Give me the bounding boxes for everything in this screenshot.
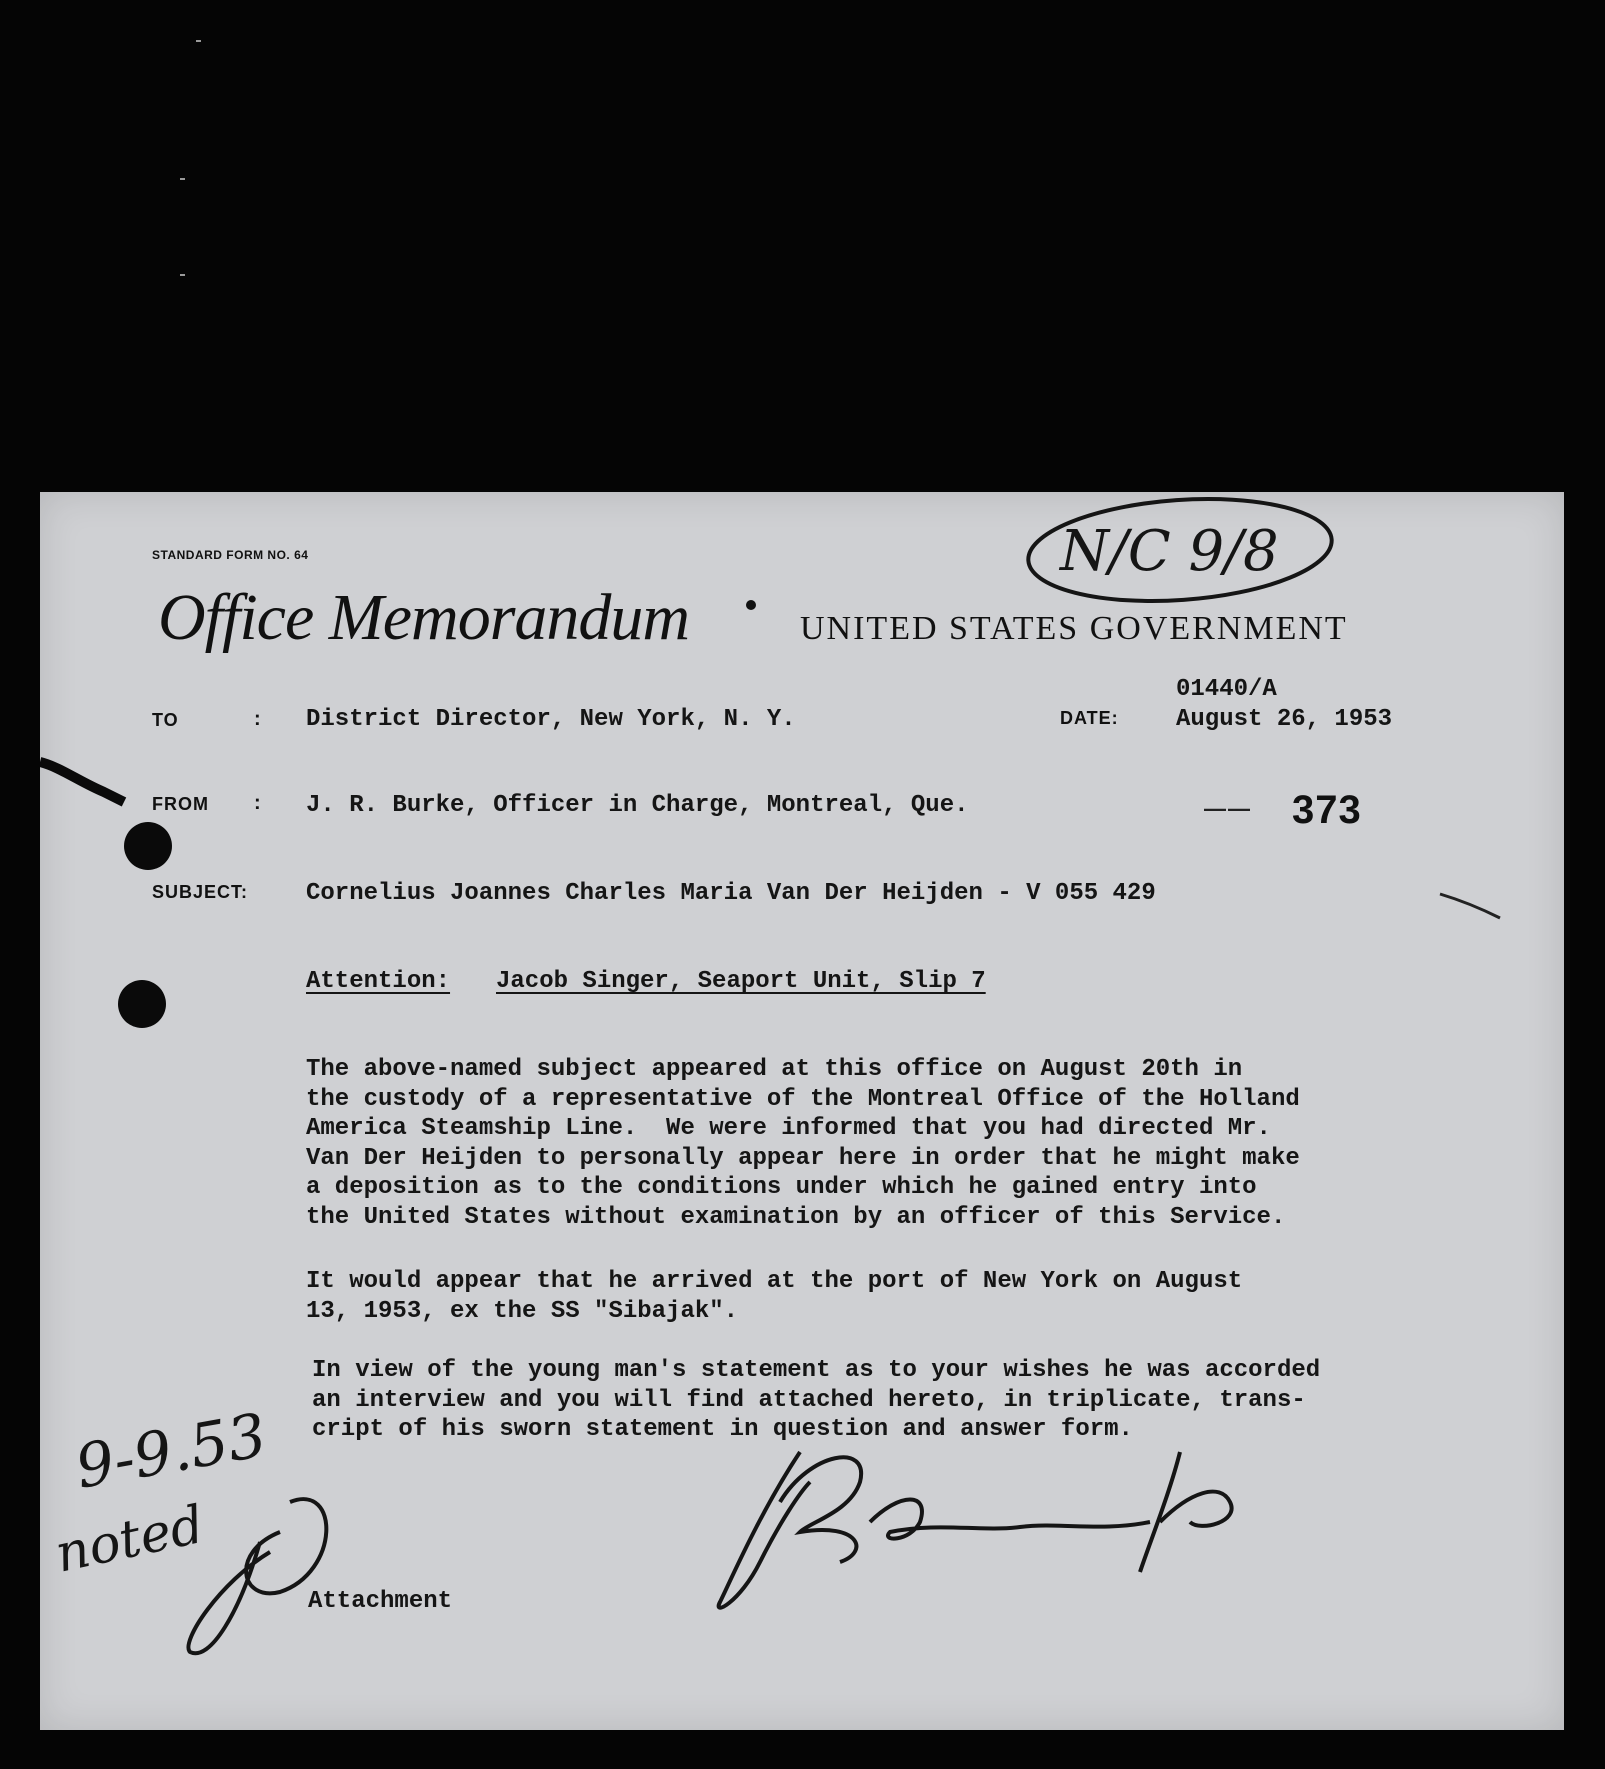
- punch-hole: [118, 980, 166, 1028]
- stamp-dash: ——: [1204, 796, 1252, 821]
- subject-label: SUBJECT:: [152, 882, 249, 902]
- subject-value: Cornelius Joannes Charles Maria Van Der Heijden - V 055 429: [306, 880, 1156, 907]
- scan-speck: [180, 178, 185, 180]
- body-paragraph-1: The above-named subject appeared at this office on August 20th in the custody of a representative of the Montreal Office of the Holland America Steamship Line. We were informed that you had directed Mr. Van Der Heijden to personally appear here in order that he might make a deposition as to the conditions under which he gained entry into the United States without examination by an officer of this Service.: [306, 1056, 1300, 1231]
- margin-date-handwriting: 9-9.53: [70, 1400, 272, 1503]
- to-label: TO: [152, 710, 179, 730]
- from-label: FROM: [152, 794, 209, 814]
- scan-speck: [180, 274, 185, 276]
- memo-page: [40, 492, 1564, 1730]
- date-label: DATE:: [1060, 708, 1119, 728]
- ink-smear: [40, 762, 124, 802]
- date-value: August 26, 1953: [1176, 706, 1393, 733]
- to-colon: :: [254, 708, 261, 730]
- from-value: J. R. Burke, Officer in Charge, Montreal, Que.: [306, 792, 969, 819]
- memo-title: Office Memorandum: [158, 581, 690, 654]
- government-heading: UNITED STATES GOVERNMENT: [800, 610, 1348, 647]
- attachment-label: Attachment: [308, 1588, 453, 1615]
- form-number: STANDARD FORM NO. 64: [152, 548, 309, 562]
- from-colon: :: [254, 792, 261, 814]
- initials-mark: [188, 1499, 326, 1653]
- punch-hole: [124, 822, 172, 870]
- title-separator-dot: [746, 600, 756, 610]
- body-paragraph-3: In view of the young man's statement as to your wishes he was accorded an interview and you will find attached hereto, in triplicate, trans- cript of his sworn statement in question and answer form.: [312, 1357, 1321, 1443]
- circled-note-ellipse: [1025, 492, 1335, 610]
- attention-value: Jacob Singer, Seaport Unit, Slip 7: [496, 968, 986, 995]
- stamp-number: 373: [1292, 788, 1362, 832]
- signature: [719, 1452, 1232, 1608]
- scan-speck: [196, 40, 201, 42]
- pen-stroke: [1440, 894, 1500, 918]
- margin-note-handwriting: noted: [50, 1494, 210, 1585]
- to-value: District Director, New York, N. Y.: [306, 706, 796, 733]
- attention-label: Attention:: [306, 968, 451, 995]
- circled-note-text: N/C 9/8: [1060, 519, 1279, 584]
- file-number: 01440/A: [1176, 676, 1277, 703]
- body-paragraph-2: It would appear that he arrived at the port of New York on August 13, 1953, ex the SS "Sibajak".: [306, 1268, 1243, 1325]
